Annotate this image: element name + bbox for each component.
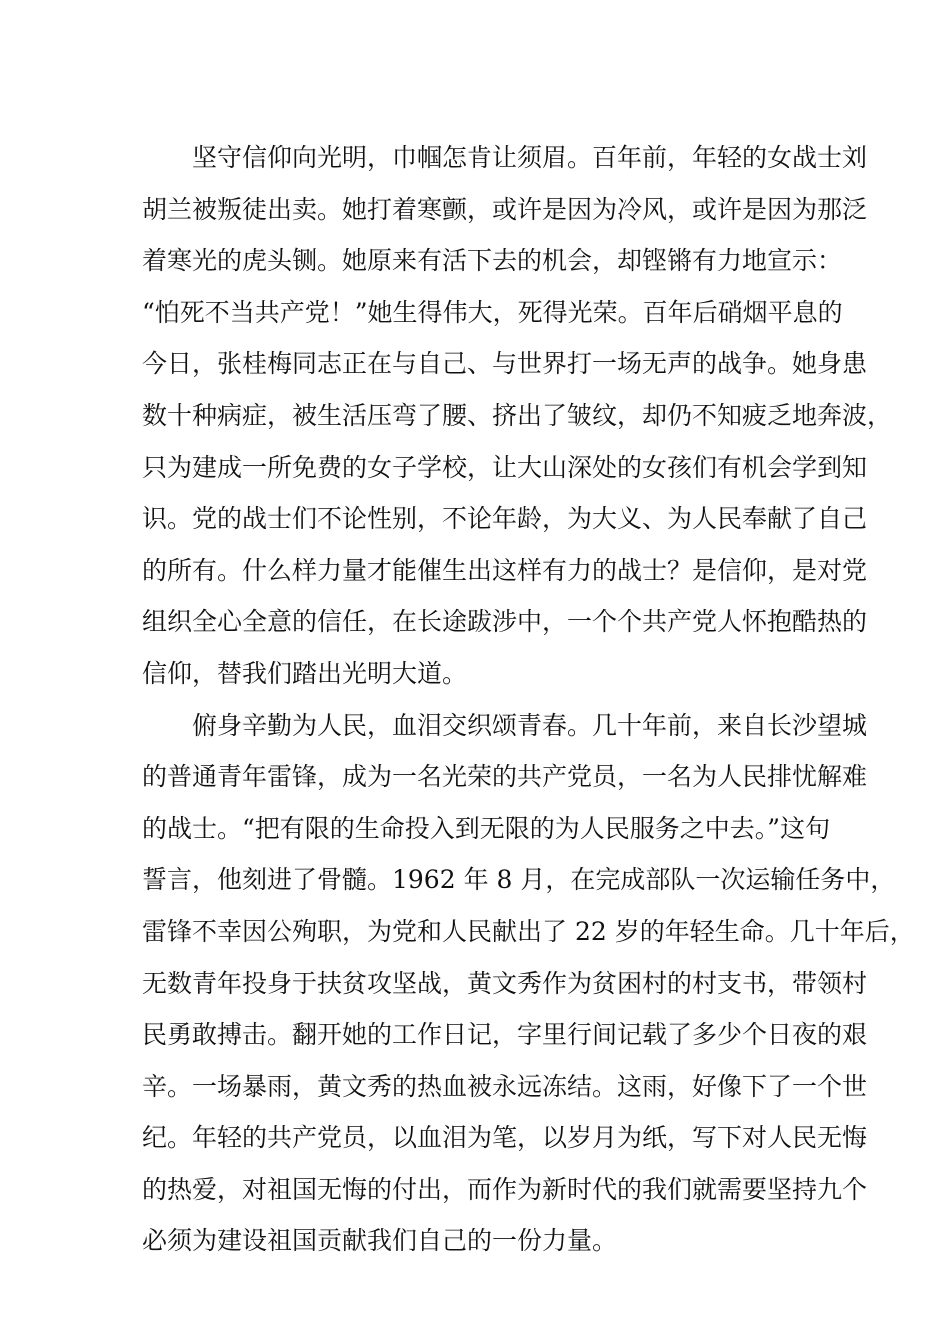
- text-line: “怕死不当共产党！”她生得伟大，死得光荣。百年后硝烟平息的: [142, 297, 843, 327]
- text-line: 的热爱，对祖国无悔的付出，而作为新时代的我们就需要坚持九个: [142, 1174, 868, 1204]
- text-line: 的所有。什么样力量才能催生出这样有力的战士？是信仰，是对党: [142, 555, 868, 585]
- paragraph-1: [142, 132, 893, 700]
- text-line: 的普通青年雷锋，成为一名光荣的共产党员，一名为人民排忧解难: [142, 762, 868, 792]
- text-line: 的战士。“把有限的生命投入到无限的为人民服务之中去。”这句: [142, 813, 831, 843]
- text-line: 坚守信仰向光明，巾帼怎肯让须眉。百年前，年轻的女战士刘: [192, 143, 868, 172]
- text-line: 必须为建设祖国贡献我们自己的一份力量。: [142, 1226, 618, 1256]
- text-line: 胡兰被叛徒出卖。她打着寒颤，或许是因为冷风，或许是因为那泛: [142, 194, 868, 224]
- text-line: 俯身辛勤为人民，血泪交织颂青春。几十年前，来自长沙望城: [192, 710, 868, 740]
- paragraph-2: [142, 700, 915, 1268]
- text-line: 信仰，替我们踏出光明大道。: [142, 658, 468, 688]
- body-text: [142, 132, 915, 1267]
- text-line: 数十种病症，被生活压弯了腰、挤出了皱纹，却仍不知疲乏地奔波，: [142, 400, 893, 430]
- text-line: 民勇敢搏击。翻开她的工作日记，字里行间记载了多少个日夜的艰: [142, 1020, 868, 1050]
- text-line: 识。党的战士们不论性别，不论年龄，为大义、为人民奉献了自己: [142, 504, 868, 534]
- text-line: 纪。年轻的共产党员，以血泪为笔，以岁月为纸，写下对人民无悔: [142, 1123, 868, 1153]
- text-line: 誓言，他刻进了骨髓。1962 年 8 月，在完成部队一次运输任务中，: [142, 865, 896, 895]
- text-line: 只为建成一所免费的女子学校，让大山深处的女孩们有机会学到知: [142, 452, 868, 482]
- text-line: 着寒光的虎头铡。她原来有活下去的机会，却铿锵有力地宣示：: [142, 246, 843, 276]
- text-line: 辛。一场暴雨，黄文秀的热血被永远冻结。这雨，好像下了一个世: [142, 1071, 868, 1101]
- text-line: 今日，张桂梅同志正在与自己、与世界打一场无声的战争。她身患: [142, 349, 868, 379]
- text-line: 组织全心全意的信任，在长途跋涉中，一个个共产党人怀抱酷热的: [142, 607, 868, 637]
- text-line: 无数青年投身于扶贫攻坚战，黄文秀作为贫困村的村支书，带领村: [142, 968, 868, 998]
- text-line: 雷锋不幸因公殉职，为党和人民献出了 22 岁的年轻生命。几十年后，: [142, 916, 915, 946]
